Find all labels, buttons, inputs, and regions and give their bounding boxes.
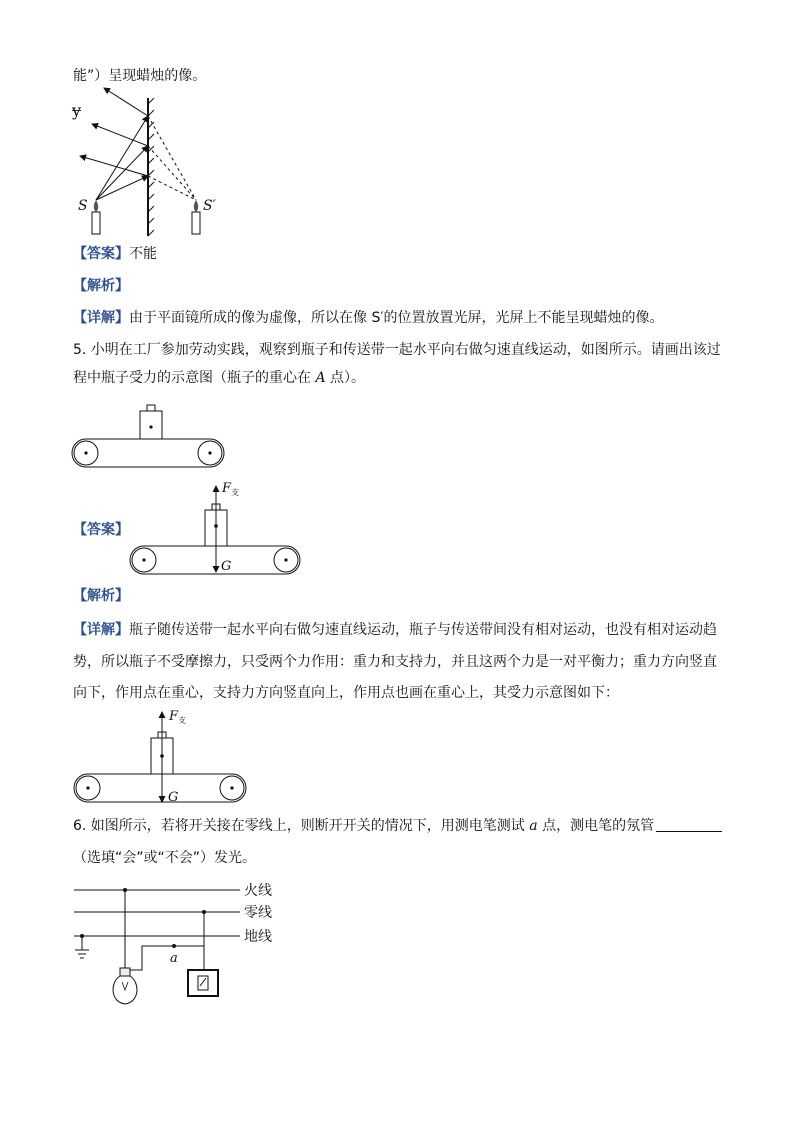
q5-question-line1: 5. 小明在工厂参加劳动实践，观察到瓶子和传送带一起水平向右做匀速直线运动，如图所示。请画出该过 bbox=[73, 342, 721, 358]
conveyor-diagram bbox=[72, 405, 228, 469]
mirror-ray-diagram bbox=[70, 96, 220, 238]
conveyor-belt bbox=[72, 439, 224, 467]
continuation-text: 能”）呈现蜡烛的像。 bbox=[73, 68, 207, 84]
answer-blank[interactable] bbox=[656, 817, 722, 832]
label-a: a bbox=[170, 951, 178, 966]
candle-source bbox=[92, 200, 100, 234]
label-live: 火线 bbox=[244, 883, 272, 899]
center-of-gravity-dot bbox=[149, 425, 152, 428]
q5-question-line2: 程中瓶子受力的示意图（瓶子的重心在 A 点）。 bbox=[73, 370, 366, 386]
label-ground: 地线 bbox=[244, 929, 272, 945]
q4-answer bbox=[73, 244, 157, 264]
q5-detail-line2: 势，所以瓶子不受摩擦力，只受两个力作用：重力和支持力，并且这两个力是一对平衡力；重力方向竖直 bbox=[73, 654, 717, 670]
detail-tag: 【详解】 bbox=[73, 310, 129, 326]
label-f-support: $F_支$ bbox=[222, 481, 240, 497]
answer-tag: 【答案】 bbox=[73, 246, 129, 262]
answer-text: 不能 bbox=[129, 246, 157, 262]
q5-detail-line3: 向下，作用点在重心，支持力方向竖直向上，作用点也画在重心上，其受力示意图如下： bbox=[73, 685, 619, 701]
q6-question-line1: 6. 如图所示，若将开关接在零线上，则断开开关的情况下，用测电笔测试 a 点，测电笔的氖管 bbox=[73, 816, 722, 836]
light-bulb-icon bbox=[113, 968, 137, 1004]
q4-detail bbox=[73, 308, 664, 328]
household-circuit bbox=[70, 878, 290, 1008]
bottle-cap bbox=[147, 405, 155, 411]
virtual-rays bbox=[148, 116, 196, 200]
switch-icon bbox=[188, 970, 218, 996]
detail-force-diagram bbox=[72, 706, 252, 806]
bottle-body bbox=[140, 411, 162, 439]
label-s-prime: S′ bbox=[203, 198, 216, 214]
detail-text: 由于平面镜所成的像为虚像，所以在像 S′的位置放置光屏，光屏上不能呈现蜡烛的像。 bbox=[129, 310, 664, 326]
label-s: S bbox=[78, 198, 88, 214]
svg-text:F支: $F_支$ bbox=[169, 709, 187, 725]
label-g: G bbox=[221, 559, 232, 574]
q5-detail-line1: 【详解】瓶子随传送带一起水平向右做匀速直线运动，瓶子与传送带间没有相对运动，也没有相对运动趋 bbox=[73, 622, 717, 638]
q5-analysis-tag: 【解析】 bbox=[73, 588, 129, 604]
eye-icon: ɏ bbox=[72, 101, 82, 120]
candle-image bbox=[192, 200, 200, 234]
q6-question-line2: （选填“会”或“不会”）发光。 bbox=[73, 850, 257, 866]
label-neutral: 零线 bbox=[244, 905, 272, 921]
q4-analysis-tag: 【解析】 bbox=[73, 278, 129, 294]
q5-answer-tag: 【答案】 bbox=[73, 522, 129, 538]
svg-text:G: G bbox=[168, 790, 179, 805]
test-point-a bbox=[172, 944, 176, 948]
answer-force-diagram bbox=[128, 478, 304, 578]
point-a-label: A bbox=[315, 370, 326, 386]
